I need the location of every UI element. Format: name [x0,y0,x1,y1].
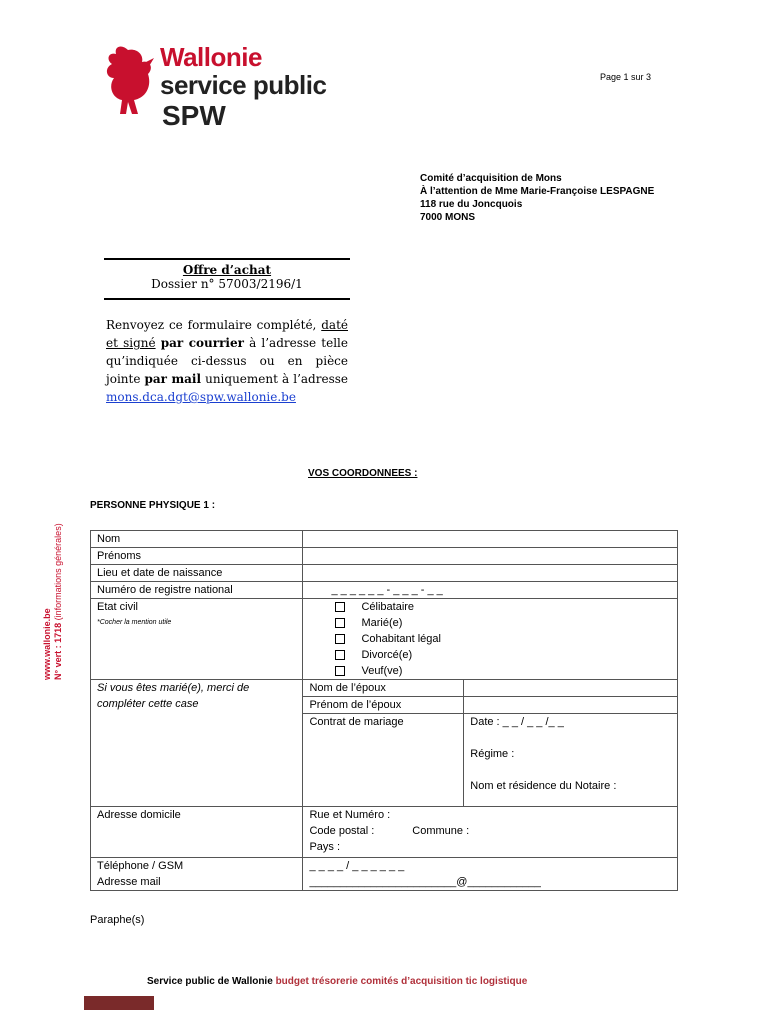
offer-title: Offre d’achat [182,263,272,277]
label-contrat: Contrat de mariage [303,714,464,807]
label-registre: Numéro de registre national [91,582,303,599]
tel-value: _ _ _ _ / _ _ _ _ _ _ [309,860,405,872]
field-prenoms[interactable] [303,548,678,565]
option-label: Cohabitant légal [361,633,441,645]
label-adresse: Adresse domicile [91,807,303,858]
date-field: Date : _ _ / _ _ /_ _ [470,716,564,728]
email-link[interactable]: mons.dca.dgt@spw.wallonie.be [106,390,296,404]
footer-depts: budget trésorerie comités d’acquisition tic logistique [275,976,528,987]
checkbox[interactable] [335,650,345,660]
label-etat: Etat civil [97,601,138,613]
code-field: Code postal : [309,825,375,837]
option-label: Veuf(ve) [361,665,403,677]
instr-bold: par courrier [160,336,244,350]
label-mail: Adresse mail [97,876,161,888]
marie-note: Si vous êtes marié(e), merci de compléter cette case [91,680,303,807]
label-tel: Téléphone / GSM [97,860,184,872]
offer-title-box [104,258,350,300]
instr-bold: par mail [144,372,202,386]
side-vert: N° vert : 1718 [53,622,63,680]
person-title: PERSONNE PHYSIQUE 1 : [90,500,216,511]
option-row[interactable] [309,647,671,663]
contact-fields[interactable] [303,858,678,891]
side-info [42,490,82,680]
label-nom: Nom [91,531,303,548]
adresse-fields[interactable] [303,807,678,858]
option-label: Marié(e) [361,617,403,629]
footer-bar [84,996,154,1010]
option-row[interactable] [309,615,671,631]
logo-line2: service public [160,70,327,100]
commune-field: Commune : [412,825,470,837]
instr-underline: daté et signé [106,318,348,350]
rooster-icon [98,42,158,122]
label-prenom-epoux: Prénom de l’époux [303,697,464,714]
field-nom-epoux[interactable] [464,680,678,697]
recipient-address [420,172,654,224]
spw-logo [98,40,368,135]
dossier-number: Dossier n° 57003/2196/1 [151,277,303,291]
logo-line3: SPW [162,100,226,131]
cocher-note: *Cocher la mention utile [97,619,172,626]
field-nom[interactable] [303,531,678,548]
option-label: Célibataire [361,601,415,613]
paraphe-label: Paraphe(s) [90,914,145,926]
address-line: 118 rue du Joncquois [420,199,523,210]
checkbox[interactable] [335,634,345,644]
address-line: 7000 MONS [420,212,476,223]
page-number: Page 1 sur 3 [600,72,652,82]
option-row[interactable] [309,599,671,615]
checkbox[interactable] [335,618,345,628]
option-row[interactable] [309,631,671,647]
label-lieu: Lieu et date de naissance [91,565,303,582]
checkbox[interactable] [335,666,345,676]
field-prenom-epoux[interactable] [464,697,678,714]
etat-options [303,599,678,680]
checkbox[interactable] [335,602,345,612]
option-row[interactable] [309,663,671,679]
instructions [106,316,348,406]
contrat-details[interactable] [464,714,678,807]
notaire-field: Nom et résidence du Notaire : [470,780,617,792]
rue-field: Rue et Numéro : [309,809,391,821]
footer-org: Service public de Wallonie [147,976,276,987]
regime-field: Régime : [470,748,515,760]
address-line: Comité d’acquisition de Mons [420,173,562,184]
registre-value: _ _ _ _ _ _ - _ _ _ - _ _ [331,584,443,596]
field-lieu[interactable] [303,565,678,582]
instr-text: Renvoyez ce formulaire complété, [106,318,322,332]
instr-text: à l’adresse telle qu’indiquée ci-dessus ou en pièce jointe [106,336,348,386]
field-registre[interactable] [303,582,678,599]
side-url: www.wallonie.be [42,608,52,680]
footer [147,976,527,987]
option-label: Divorcé(e) [361,649,413,661]
instr-text: uniquement à l’adresse [201,372,348,386]
address-line: À l’attention de Mme Marie-Françoise LESPAGNE [420,186,655,197]
pays-field: Pays : [309,841,341,853]
label-prenoms: Prénoms [91,548,303,565]
side-info-text: (informations générales) [53,523,63,623]
label-nom-epoux: Nom de l’époux [303,680,464,697]
logo-line1: Wallonie [160,42,262,72]
section-title: VOS COORDONNEES : [308,468,418,479]
form-table [90,530,678,891]
mail-value: ________________________@____________ [309,876,541,888]
